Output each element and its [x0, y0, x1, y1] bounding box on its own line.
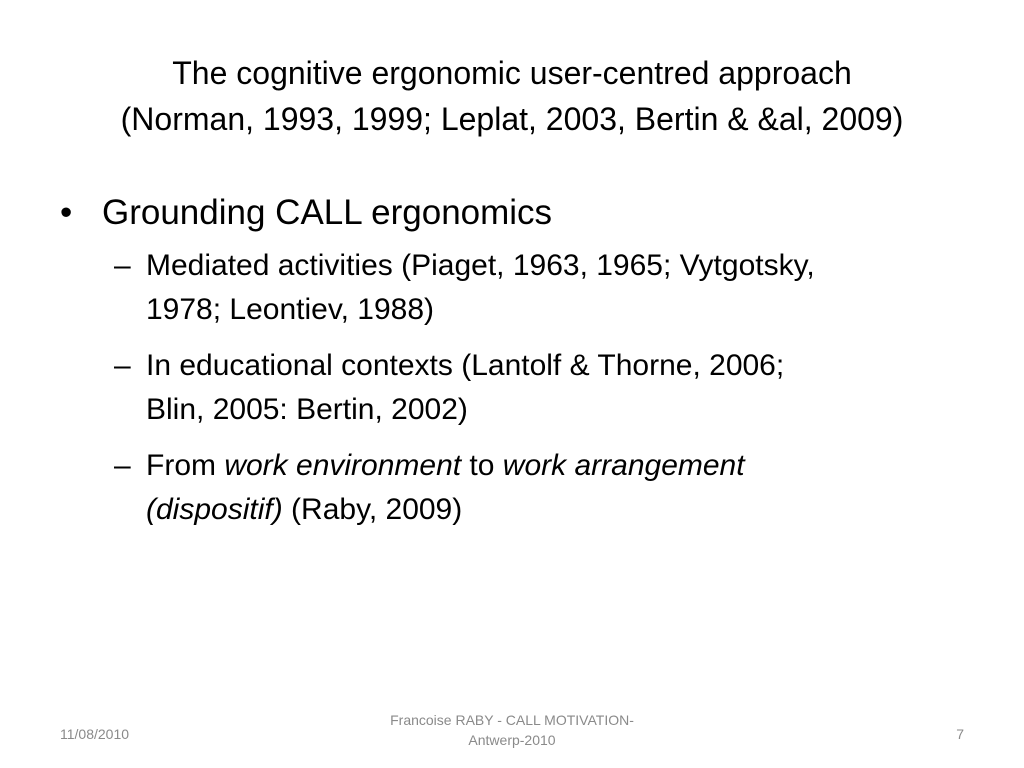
sub-bullet-1-line-2: 1978; Leontiev, 1988) [146, 293, 435, 326]
sub3-italic-work-environment: work environment [224, 449, 462, 482]
footer-author-line-2: Antwerp-2010 [468, 732, 556, 748]
sub3-italic-dispositif: (dispositif) [146, 493, 283, 526]
sub3-from-text: From [146, 449, 225, 482]
sub-bullet-1-line-1: Mediated activities (Piaget, 1963, 1965; Vytgotsky, [146, 249, 815, 282]
sub-bullet-2-line-2: Blin, 2005: Bertin, 2002) [146, 393, 468, 426]
footer-page-number: 7 [956, 726, 964, 742]
sub-bullet-marker: – [114, 249, 131, 282]
title-line-2: (Norman, 1993, 1999; Leplat, 2003, Bertin & &al, 2009) [120, 101, 904, 137]
main-bullet [60, 188, 980, 238]
footer-author [352, 710, 672, 750]
sub3-italic-work-arrangement: work arrangement [502, 449, 745, 482]
sub-bullet-3-line-2 [146, 488, 976, 532]
slide-title [40, 50, 984, 142]
sub-bullet-marker: – [114, 449, 131, 482]
main-bullet-text: Grounding CALL ergonomics [102, 193, 553, 232]
footer-date: 11/08/2010 [60, 726, 130, 742]
title-line-1: The cognitive ergonomic user-centred approach [172, 55, 852, 91]
sub-bullet-educational-contexts [60, 344, 976, 432]
sub-bullet-3-line-1 [146, 444, 976, 488]
bullet-marker: • [60, 193, 73, 232]
sub-bullet-marker: – [114, 349, 131, 382]
sub-bullet-work-arrangement [60, 444, 976, 532]
footer-author-line-1: Francoise RABY - CALL MOTIVATION- [390, 712, 634, 728]
sub-bullet-mediated-activities [60, 244, 976, 332]
slide-body [60, 188, 980, 544]
sub3-to-text: to [461, 449, 503, 482]
sub3-reference: (Raby, 2009) [282, 493, 463, 526]
sub-bullet-2-line-1: In educational contexts (Lantolf & Thorne, 2006; [146, 349, 785, 382]
